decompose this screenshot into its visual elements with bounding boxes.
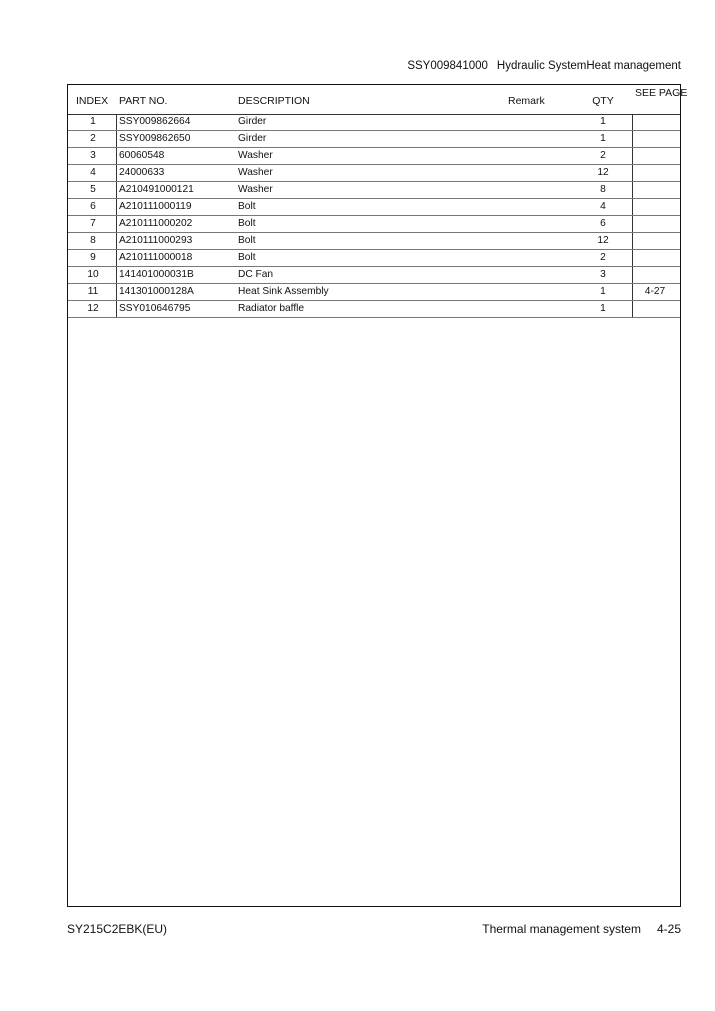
col-header-remark: Remark bbox=[508, 95, 545, 107]
cell-part-no: 60060548 bbox=[119, 150, 165, 161]
cell-qty: 8 bbox=[600, 184, 606, 195]
cell-index: 11 bbox=[87, 286, 99, 297]
cell-index: 12 bbox=[87, 303, 99, 314]
table-row bbox=[68, 148, 680, 165]
table-row bbox=[68, 165, 680, 182]
cell-description: Heat Sink Assembly bbox=[238, 286, 329, 297]
cell-part-no: SSY009862650 bbox=[119, 133, 191, 144]
cell-qty: 4 bbox=[600, 201, 606, 212]
parts-table-frame bbox=[67, 84, 688, 907]
cell-qty: 2 bbox=[600, 150, 606, 161]
cell-part-no: 141301000128A bbox=[119, 286, 194, 297]
cell-qty: 6 bbox=[600, 218, 606, 229]
cell-part-no: A210111000018 bbox=[119, 252, 193, 263]
cell-qty: 12 bbox=[597, 235, 609, 246]
cell-index: 5 bbox=[90, 184, 96, 195]
cell-description: Washer bbox=[238, 184, 273, 195]
cell-part-no: A210111000202 bbox=[119, 218, 193, 229]
footer-section: Thermal management system bbox=[482, 922, 641, 936]
col-header-description: DESCRIPTION bbox=[238, 95, 310, 107]
table-row bbox=[68, 182, 680, 199]
cell-index: 9 bbox=[90, 252, 96, 263]
cell-index: 2 bbox=[90, 133, 96, 144]
table-row bbox=[68, 131, 680, 148]
table-row bbox=[68, 267, 680, 284]
table-row bbox=[68, 199, 680, 216]
cell-part-no: A210111000119 bbox=[119, 201, 192, 212]
cell-description: Bolt bbox=[238, 235, 256, 246]
cell-description: Bolt bbox=[238, 201, 256, 212]
cell-part-no: A210491000121 bbox=[119, 184, 194, 195]
cell-part-no: 24000633 bbox=[119, 167, 165, 178]
col-header-part-no: PART NO. bbox=[119, 95, 168, 107]
cell-qty: 1 bbox=[600, 133, 606, 144]
table-row bbox=[68, 284, 680, 301]
table-body bbox=[68, 114, 680, 318]
cell-description: Bolt bbox=[238, 252, 256, 263]
cell-index: 7 bbox=[90, 218, 96, 229]
cell-part-no: 141401000031B bbox=[119, 269, 194, 280]
cell-description: Washer bbox=[238, 150, 273, 161]
footer-right bbox=[482, 922, 681, 936]
cell-description: Washer bbox=[238, 167, 273, 178]
cell-qty: 1 bbox=[600, 116, 606, 127]
page-header bbox=[407, 60, 681, 72]
cell-description: Bolt bbox=[238, 218, 256, 229]
cell-index: 1 bbox=[90, 116, 96, 127]
cell-index: 10 bbox=[87, 269, 99, 280]
cell-qty: 2 bbox=[600, 252, 606, 263]
cell-see-page: 4-27 bbox=[644, 286, 666, 297]
footer-page-number: 4-25 bbox=[656, 922, 681, 936]
col-header-index: INDEX bbox=[76, 95, 109, 107]
table-header-row bbox=[68, 85, 688, 115]
table-row bbox=[68, 233, 680, 250]
cell-index: 3 bbox=[90, 150, 96, 161]
col-header-qty: QTY bbox=[592, 95, 614, 107]
cell-index: 8 bbox=[90, 235, 96, 246]
cell-qty: 3 bbox=[600, 269, 606, 280]
cell-index: 4 bbox=[90, 167, 96, 178]
cell-qty: 12 bbox=[597, 167, 609, 178]
cell-description: Girder bbox=[238, 116, 267, 127]
table-row bbox=[68, 250, 680, 267]
cell-part-no: SSY009862664 bbox=[119, 116, 191, 127]
cell-description: Girder bbox=[238, 133, 267, 144]
cell-part-no: SSY010646795 bbox=[119, 303, 191, 314]
header-part-code: SSY009841000 bbox=[407, 60, 488, 72]
table-row bbox=[68, 216, 680, 233]
table-row bbox=[68, 301, 680, 318]
cell-qty: 1 bbox=[600, 303, 606, 314]
table-row bbox=[68, 114, 680, 131]
cell-description: DC Fan bbox=[238, 269, 274, 280]
cell-index: 6 bbox=[90, 201, 96, 212]
header-title: Hydraulic SystemHeat management bbox=[496, 60, 681, 72]
footer-model: SY215C2EBK(EU) bbox=[67, 922, 168, 936]
cell-part-no: A210111000293 bbox=[119, 235, 193, 246]
cell-qty: 1 bbox=[600, 286, 606, 297]
cell-description: Radiator baffle bbox=[238, 303, 305, 314]
col-header-see-page: SEE PAGE bbox=[635, 87, 688, 99]
